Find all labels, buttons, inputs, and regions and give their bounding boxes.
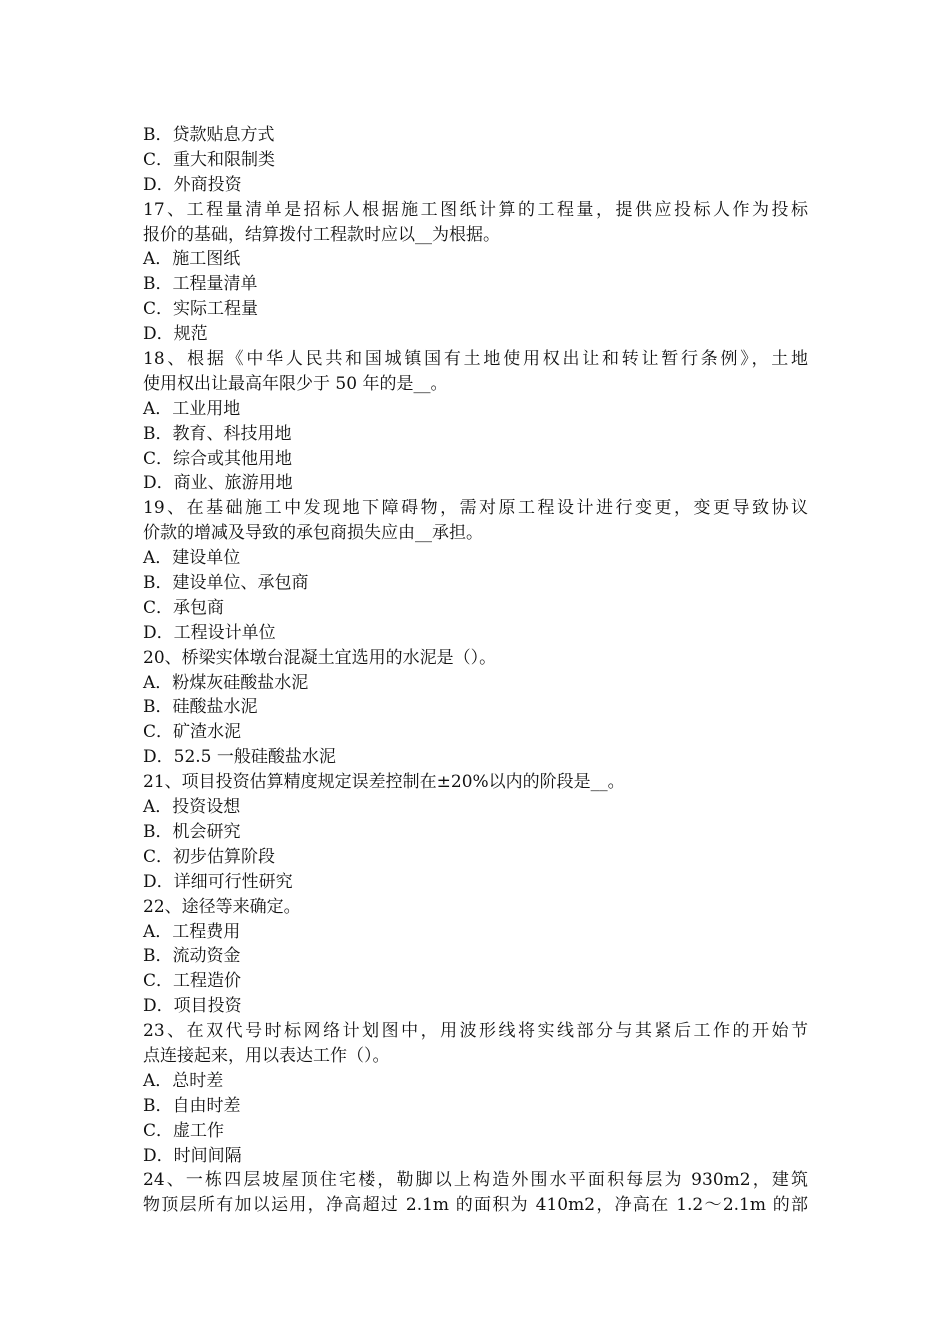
question-24-line-1: 24、一栋四层坡屋顶住宅楼，勒脚以上构造外围水平面积每层为 930m2，建筑 xyxy=(143,1170,808,1191)
option-d-q22: D．项目投资 xyxy=(143,996,242,1017)
option-a-q23: A．总时差 xyxy=(143,1070,224,1091)
question-18-line-2: 使用权出让最高年限少于 50 年的是__。 xyxy=(143,373,448,394)
option-c-q19: C．承包商 xyxy=(143,597,225,618)
document-page xyxy=(143,123,808,1218)
option-d-q17: D．规范 xyxy=(143,324,208,345)
question-18-line-1: 18、根据《中华人民共和国城镇国有土地使用权出让和转让暂行条例》，土地 xyxy=(143,349,808,370)
option-c-q16: C．重大和限制类 xyxy=(143,149,276,170)
option-d-q23: D．时间间隔 xyxy=(143,1145,242,1166)
question-24-line-2: 物顶层所有加以运用，净高超过 2.1m 的面积为 410m2，净高在 1.2～2.1m 的部 xyxy=(143,1195,808,1216)
option-c-q18: C．综合或其他用地 xyxy=(143,448,293,469)
option-b-q21: B．机会研究 xyxy=(143,821,241,842)
option-a-q22: A．工程费用 xyxy=(143,921,241,942)
option-b-q16: B．贷款贴息方式 xyxy=(143,125,275,145)
option-c-q22: C．工程造价 xyxy=(143,971,242,992)
option-a-q21: A．投资设想 xyxy=(143,797,241,818)
option-b-q20: B．硅酸盐水泥 xyxy=(143,697,258,718)
option-b-q17: B．工程量清单 xyxy=(143,274,258,295)
option-b-q22: B．流动资金 xyxy=(143,946,241,967)
question-17-line-2: 报价的基础，结算拨付工程款时应以__为根据。 xyxy=(143,224,500,245)
option-a-q17: A．施工图纸 xyxy=(143,249,241,270)
question-23-line-1: 23、在双代号时标网络计划图中，用波形线将实线部分与其紧后工作的开始节 xyxy=(143,1021,808,1042)
option-d-q20: D．52.5 一般硅酸盐水泥 xyxy=(143,747,336,768)
option-c-q23: C．虚工作 xyxy=(143,1120,225,1141)
option-a-q19: A．建设单位 xyxy=(143,548,241,569)
option-b-q23: B．自由时差 xyxy=(143,1095,241,1116)
option-b-q18: B．教育、科技用地 xyxy=(143,423,292,444)
option-a-q18: A．工业用地 xyxy=(143,398,241,419)
option-d-q19: D．工程设计单位 xyxy=(143,622,276,643)
question-23-line-2: 点连接起来，用以表达工作（）。 xyxy=(143,1045,390,1066)
question-19-line-2: 价款的增减及导致的承包商损失应由__承担。 xyxy=(143,523,483,544)
question-17-line-1: 17、工程量清单是招标人根据施工图纸计算的工程量，提供应投标人作为投标 xyxy=(143,199,808,220)
option-d-q18: D．商业、旅游用地 xyxy=(143,473,293,494)
question-19-line-1: 19、在基础施工中发现地下障碍物，需对原工程设计进行变更，变更导致协议 xyxy=(143,498,808,519)
option-b-q19: B．建设单位、承包商 xyxy=(143,573,309,594)
option-d-q16: D．外商投资 xyxy=(143,174,242,195)
option-c-q17: C．实际工程量 xyxy=(143,299,259,320)
option-d-q21: D．详细可行性研究 xyxy=(143,871,293,892)
option-c-q20: C．矿渣水泥 xyxy=(143,722,242,743)
question-22: 22、途径等来确定。 xyxy=(143,896,301,917)
option-a-q20: A．粉煤灰硅酸盐水泥 xyxy=(143,672,309,693)
option-c-q21: C．初步估算阶段 xyxy=(143,846,276,867)
question-21: 21、项目投资估算精度规定误差控制在±20%以内的阶段是__。 xyxy=(143,772,625,793)
question-20: 20、桥梁实体墩台混凝土宜选用的水泥是（）。 xyxy=(143,647,497,668)
